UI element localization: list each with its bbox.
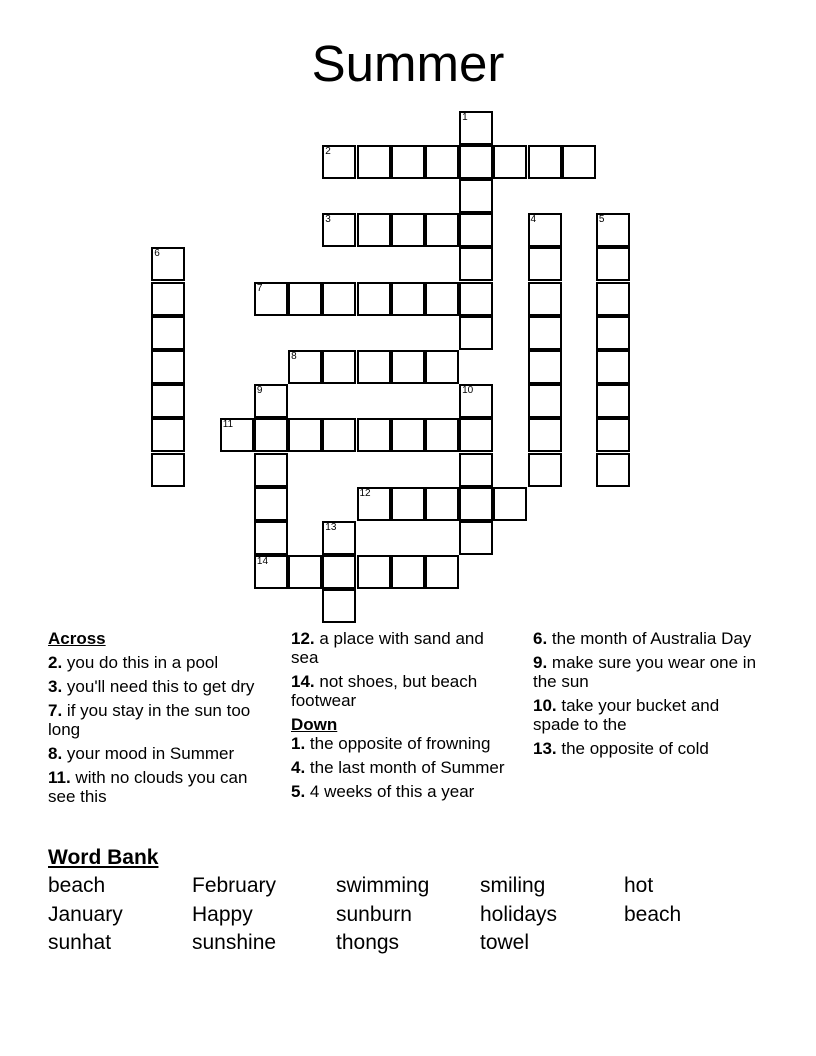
crossword-cell[interactable] bbox=[562, 145, 596, 179]
crossword-cell[interactable] bbox=[151, 384, 185, 418]
crossword-cell[interactable] bbox=[596, 282, 630, 316]
down-clue-list bbox=[291, 734, 513, 801]
word-bank-word: January bbox=[48, 903, 123, 926]
clue-number: 10 bbox=[462, 385, 474, 397]
crossword-cell[interactable] bbox=[357, 282, 391, 316]
clue-number-label: 1. bbox=[291, 734, 306, 753]
clue-text: make sure you wear one in the sun bbox=[533, 653, 757, 691]
crossword-cell[interactable] bbox=[322, 145, 356, 179]
crossword-cell[interactable] bbox=[528, 282, 562, 316]
crossword-cell[interactable] bbox=[596, 384, 630, 418]
crossword-cell[interactable] bbox=[288, 555, 322, 589]
crossword-cell[interactable] bbox=[596, 316, 630, 350]
clue-text: take your bucket and spade to the bbox=[533, 696, 720, 734]
crossword-cell[interactable] bbox=[425, 418, 459, 452]
clue-text: the month of Australia Day bbox=[547, 629, 752, 648]
clue-number-label: 8. bbox=[48, 744, 63, 763]
word-bank-word: beach bbox=[624, 903, 682, 926]
word-bank-word: Happy bbox=[192, 903, 253, 926]
clue-number: 8 bbox=[291, 350, 297, 362]
crossword-cell[interactable] bbox=[459, 418, 493, 452]
across-clue bbox=[291, 629, 513, 667]
clue-number-label: 13. bbox=[533, 739, 557, 758]
clues-column-1 bbox=[48, 629, 263, 811]
crossword-cell[interactable] bbox=[357, 487, 391, 521]
crossword-cell[interactable] bbox=[425, 282, 459, 316]
crossword-cell[interactable] bbox=[459, 487, 493, 521]
crossword-cell[interactable] bbox=[596, 350, 630, 384]
crossword-cell[interactable] bbox=[357, 145, 391, 179]
crossword-cell[interactable] bbox=[254, 282, 288, 316]
crossword-cell[interactable] bbox=[254, 384, 288, 418]
clue-number-label: 5. bbox=[291, 782, 306, 801]
down-clue bbox=[533, 696, 758, 734]
clue-number: 1 bbox=[462, 111, 468, 123]
clue-text: you do this in a pool bbox=[62, 653, 219, 672]
clue-number-label: 10. bbox=[533, 696, 557, 715]
crossword-cell[interactable] bbox=[528, 213, 562, 247]
crossword-cell[interactable] bbox=[357, 213, 391, 247]
down-clue bbox=[291, 758, 513, 777]
clue-text: you'll need this to get dry bbox=[62, 677, 255, 696]
clue-number: 4 bbox=[530, 214, 537, 226]
crossword-cell[interactable] bbox=[459, 316, 493, 350]
crossword-cell[interactable] bbox=[322, 418, 356, 452]
crossword-cell[interactable] bbox=[459, 521, 493, 555]
crossword-cell[interactable] bbox=[322, 589, 356, 623]
clue-number: 13 bbox=[325, 521, 337, 533]
crossword-cell[interactable] bbox=[151, 350, 185, 384]
crossword-cell[interactable] bbox=[528, 350, 562, 384]
word-bank-word: sunshine bbox=[192, 931, 277, 954]
crossword-cell[interactable] bbox=[288, 282, 322, 316]
crossword-cell[interactable] bbox=[151, 316, 185, 350]
clue-number-label: 2. bbox=[48, 653, 63, 672]
clue-number-label: 7. bbox=[48, 701, 63, 720]
crossword-cell[interactable] bbox=[322, 282, 356, 316]
down-heading: Down bbox=[291, 715, 338, 734]
clue-number-label: 11. bbox=[48, 768, 71, 787]
down-clue bbox=[533, 629, 758, 648]
clue-number: 14 bbox=[256, 556, 269, 568]
crossword-cell[interactable] bbox=[322, 555, 356, 589]
crossword-cell[interactable] bbox=[425, 213, 459, 247]
crossword-cell[interactable] bbox=[459, 384, 493, 418]
crossword-cell[interactable] bbox=[493, 487, 527, 521]
across-clue bbox=[48, 768, 263, 806]
crossword-cell[interactable] bbox=[459, 453, 493, 487]
clue-text: 4 weeks of this a year bbox=[305, 782, 475, 801]
crossword-cell[interactable] bbox=[391, 282, 425, 316]
crossword-cell[interactable] bbox=[220, 418, 254, 452]
across-clue bbox=[48, 677, 263, 696]
crossword-cell[interactable] bbox=[596, 418, 630, 452]
crossword-cell[interactable] bbox=[459, 213, 493, 247]
crossword-cell[interactable] bbox=[391, 213, 425, 247]
across-clue bbox=[48, 701, 263, 739]
clue-number-label: 9. bbox=[533, 653, 548, 672]
crossword-cell[interactable] bbox=[151, 247, 185, 281]
word-bank-word: hot bbox=[624, 874, 654, 897]
clue-text: the opposite of frowning bbox=[305, 734, 491, 753]
clue-text: the opposite of cold bbox=[556, 739, 709, 758]
down-clue bbox=[291, 782, 513, 801]
crossword-cell[interactable] bbox=[288, 418, 322, 452]
word-bank-word: beach bbox=[48, 874, 106, 897]
down-clue bbox=[533, 739, 758, 758]
across-clue bbox=[291, 672, 513, 710]
word-bank-word: sunburn bbox=[336, 903, 412, 926]
crossword-cell[interactable] bbox=[425, 487, 459, 521]
clue-text: your mood in Summer bbox=[62, 744, 235, 763]
clue-number: 2 bbox=[325, 145, 331, 157]
clue-number: 12 bbox=[359, 487, 371, 499]
crossword-cell[interactable] bbox=[459, 145, 493, 179]
word-bank-word: February bbox=[192, 874, 277, 897]
crossword-cell[interactable] bbox=[391, 487, 425, 521]
crossword-cell[interactable] bbox=[528, 418, 562, 452]
crossword-cell[interactable] bbox=[528, 316, 562, 350]
clue-number: 3 bbox=[325, 214, 331, 226]
clue-number: 9 bbox=[256, 385, 263, 397]
across-clue-list bbox=[48, 653, 263, 806]
clue-number: 7 bbox=[256, 282, 263, 294]
crossword-cell[interactable] bbox=[459, 247, 493, 281]
crossword-cell[interactable] bbox=[357, 350, 391, 384]
clues-column-3 bbox=[533, 629, 758, 763]
crossword-cell[interactable] bbox=[151, 282, 185, 316]
crossword-cell[interactable] bbox=[254, 487, 288, 521]
crossword-cell[interactable] bbox=[322, 521, 356, 555]
crossword-cell[interactable] bbox=[493, 145, 527, 179]
crossword-cell[interactable] bbox=[254, 555, 288, 589]
crossword-cell[interactable] bbox=[151, 418, 185, 452]
down-clue-list-continued bbox=[533, 629, 758, 758]
puzzle-title: Summer bbox=[311, 35, 505, 92]
crossword-cell[interactable] bbox=[528, 145, 562, 179]
clue-text: a place with sand and sea bbox=[291, 629, 484, 667]
crossword-cell[interactable] bbox=[528, 453, 562, 487]
crossword-cell[interactable] bbox=[528, 247, 562, 281]
crossword-cell[interactable] bbox=[391, 145, 425, 179]
clue-number-label: 14. bbox=[291, 672, 315, 691]
clue-number-label: 6. bbox=[533, 629, 548, 648]
crossword-cell[interactable] bbox=[391, 350, 425, 384]
crossword-cell[interactable] bbox=[425, 350, 459, 384]
clue-number-label: 4. bbox=[291, 758, 306, 777]
crossword-cell[interactable] bbox=[288, 350, 322, 384]
crossword-cell[interactable] bbox=[596, 453, 630, 487]
crossword-cell[interactable] bbox=[322, 350, 356, 384]
across-clue bbox=[48, 744, 263, 763]
down-clue bbox=[533, 653, 758, 691]
crossword-cell[interactable] bbox=[357, 418, 391, 452]
clue-text: if you stay in the sun too long bbox=[48, 701, 251, 739]
word-bank-word: smiling bbox=[480, 874, 546, 897]
down-clue bbox=[291, 734, 513, 753]
crossword-cell[interactable] bbox=[254, 418, 288, 452]
crossword-cell[interactable] bbox=[459, 282, 493, 316]
crossword-cell[interactable] bbox=[254, 453, 288, 487]
clue-text: not shoes, but beach footwear bbox=[291, 672, 478, 710]
clue-number-label: 3. bbox=[48, 677, 63, 696]
word-bank-word: thongs bbox=[336, 931, 400, 954]
crossword-cell[interactable] bbox=[322, 213, 356, 247]
clue-number-label: 12. bbox=[291, 629, 315, 648]
crossword-cell[interactable] bbox=[425, 145, 459, 179]
across-clue bbox=[48, 653, 263, 672]
word-bank-word: towel bbox=[480, 931, 530, 954]
across-clue-list-continued bbox=[291, 629, 513, 710]
clue-number: 11 bbox=[222, 419, 234, 431]
crossword-cell[interactable] bbox=[254, 521, 288, 555]
word-bank-word: sunhat bbox=[48, 931, 112, 954]
crossword-cell[interactable] bbox=[596, 213, 630, 247]
crossword-cell[interactable] bbox=[391, 418, 425, 452]
clue-text: with no clouds you can see this bbox=[48, 768, 248, 806]
crossword-cell[interactable] bbox=[391, 555, 425, 589]
word-bank-word: holidays bbox=[480, 903, 558, 926]
crossword-cell[interactable] bbox=[459, 111, 493, 145]
crossword-cell[interactable] bbox=[357, 555, 391, 589]
clue-number: 6 bbox=[154, 248, 160, 260]
word-bank-title: Word Bank bbox=[48, 846, 159, 869]
clues-column-2 bbox=[291, 629, 513, 806]
word-bank-word: swimming bbox=[336, 874, 430, 897]
crossword-cell[interactable] bbox=[459, 179, 493, 213]
clue-number: 5 bbox=[598, 214, 605, 226]
crossword-cell[interactable] bbox=[151, 453, 185, 487]
across-heading: Across bbox=[48, 629, 106, 648]
clue-text: the last month of Summer bbox=[305, 758, 505, 777]
crossword-cell[interactable] bbox=[528, 384, 562, 418]
crossword-cell[interactable] bbox=[596, 247, 630, 281]
crossword-cell[interactable] bbox=[425, 555, 459, 589]
